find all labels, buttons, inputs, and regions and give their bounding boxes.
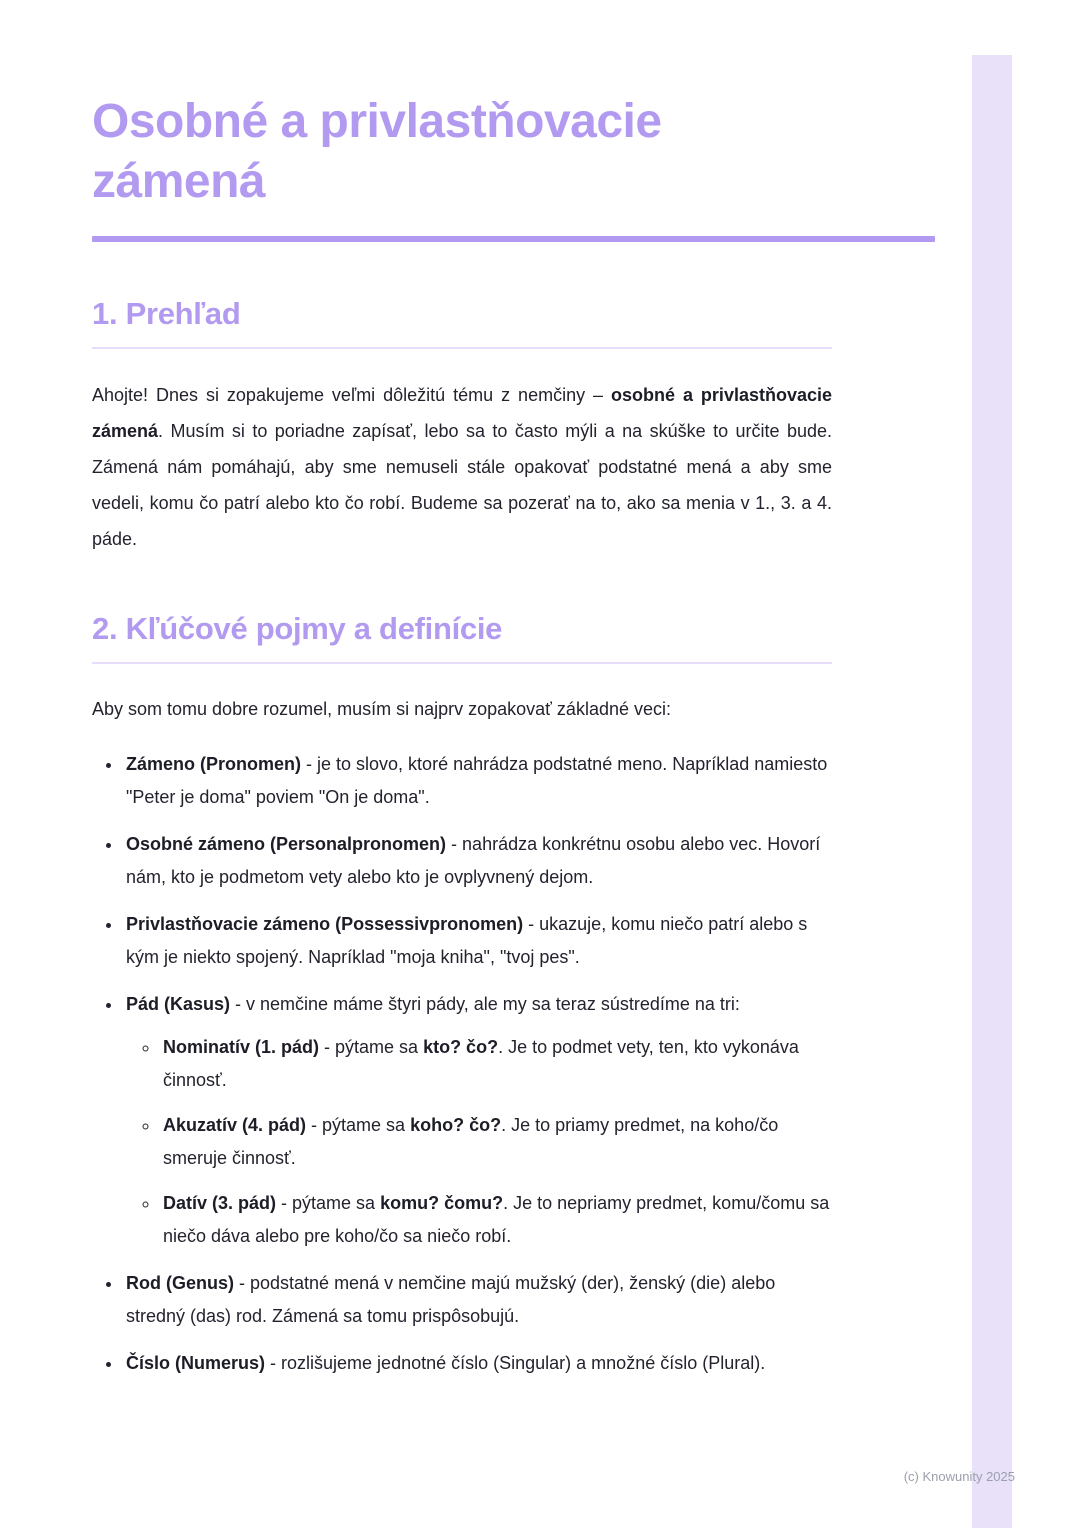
footer-credit: (c) Knowunity 2025 xyxy=(903,1469,1015,1484)
section-divider xyxy=(92,347,832,349)
title-divider xyxy=(92,236,935,242)
intro-paragraph: Ahojte! Dnes si zopakujeme veľmi dôležitú tému z nemčiny – osobné a privlastňovacie zámená. Musím si to poriadne zapísať, lebo sa to často mýli a na skúške to určite bude. Zámená nám pomáhajú, aby sme nemuseli stále opakovať podstatné mená a aby sme vedeli, komu čo patrí alebo kto čo robí. Budeme sa pozerať na to, ako sa menia v 1., 3. a 4. páde. xyxy=(92,385,832,549)
concepts-intro: Aby som tomu dobre rozumel, musím si najprv zopakovať základné veci: xyxy=(92,699,671,719)
sub-item-nominativ: ◦ Nominatív (1. pád) - pýtame sa kto? čo?. Je to podmet vety, ten, kto vykonáva činnosť. xyxy=(160,1031,832,1097)
list-item-pad-text: Pád (Kasus) - v nemčine máme štyri pády, ale my sa teraz sústredíme na tri: xyxy=(126,994,740,1014)
document-content xyxy=(92,92,832,1394)
concept-list xyxy=(92,748,832,1380)
sub-item-akuzativ: ◦ Akuzatív (4. pád) - pýtame sa koho? čo?. Je to priamy predmet, na koho/čo smeruje činnosť. xyxy=(160,1109,832,1175)
list-item-privlastnovacie-zameno: • Privlastňovacie zámeno (Possessivpronomen) - ukazuje, komu niečo patrí alebo s kým je niekto spojený. Napríklad "moja kniha", "tvoj pes". xyxy=(123,908,832,974)
list-item-rod: • Rod (Genus) - podstatné mená v nemčine majú mužský (der), ženský (die) alebo stredný (das) rod. Zámená sa tomu prispôsobujú. xyxy=(123,1267,832,1333)
right-accent-strip xyxy=(972,55,1012,1528)
sub-item-dativ: ◦ Datív (3. pád) - pýtame sa komu? čomu?. Je to nepriamy predmet, komu/čomu sa niečo dáva alebo pre koho/čo sa niečo robí. xyxy=(160,1187,832,1253)
list-item-pad xyxy=(123,988,832,1253)
section-heading-pojmy: 2. Kľúčové pojmy a definície xyxy=(92,611,503,646)
list-item-zameno: • Zámeno (Pronomen) - je to slovo, ktoré nahrádza podstatné meno. Napríklad namiesto "Peter je doma" poviem "On je doma". xyxy=(123,748,832,814)
page-title: Osobné a privlastňovacie zámená xyxy=(92,95,662,208)
list-item-cislo: • Číslo (Numerus) - rozlišujeme jednotné číslo (Singular) a množné číslo (Plural). xyxy=(123,1347,832,1380)
list-item-osobne-zameno: • Osobné zámeno (Personalpronomen) - nahrádza konkrétnu osobu alebo vec. Hovorí nám, kto je podmetom vety alebo kto je ovplyvnený dejom. xyxy=(123,828,832,894)
pad-sub-list xyxy=(126,1031,832,1253)
section-divider xyxy=(92,662,832,664)
section-heading-prehlad: 1. Prehľad xyxy=(92,296,241,331)
